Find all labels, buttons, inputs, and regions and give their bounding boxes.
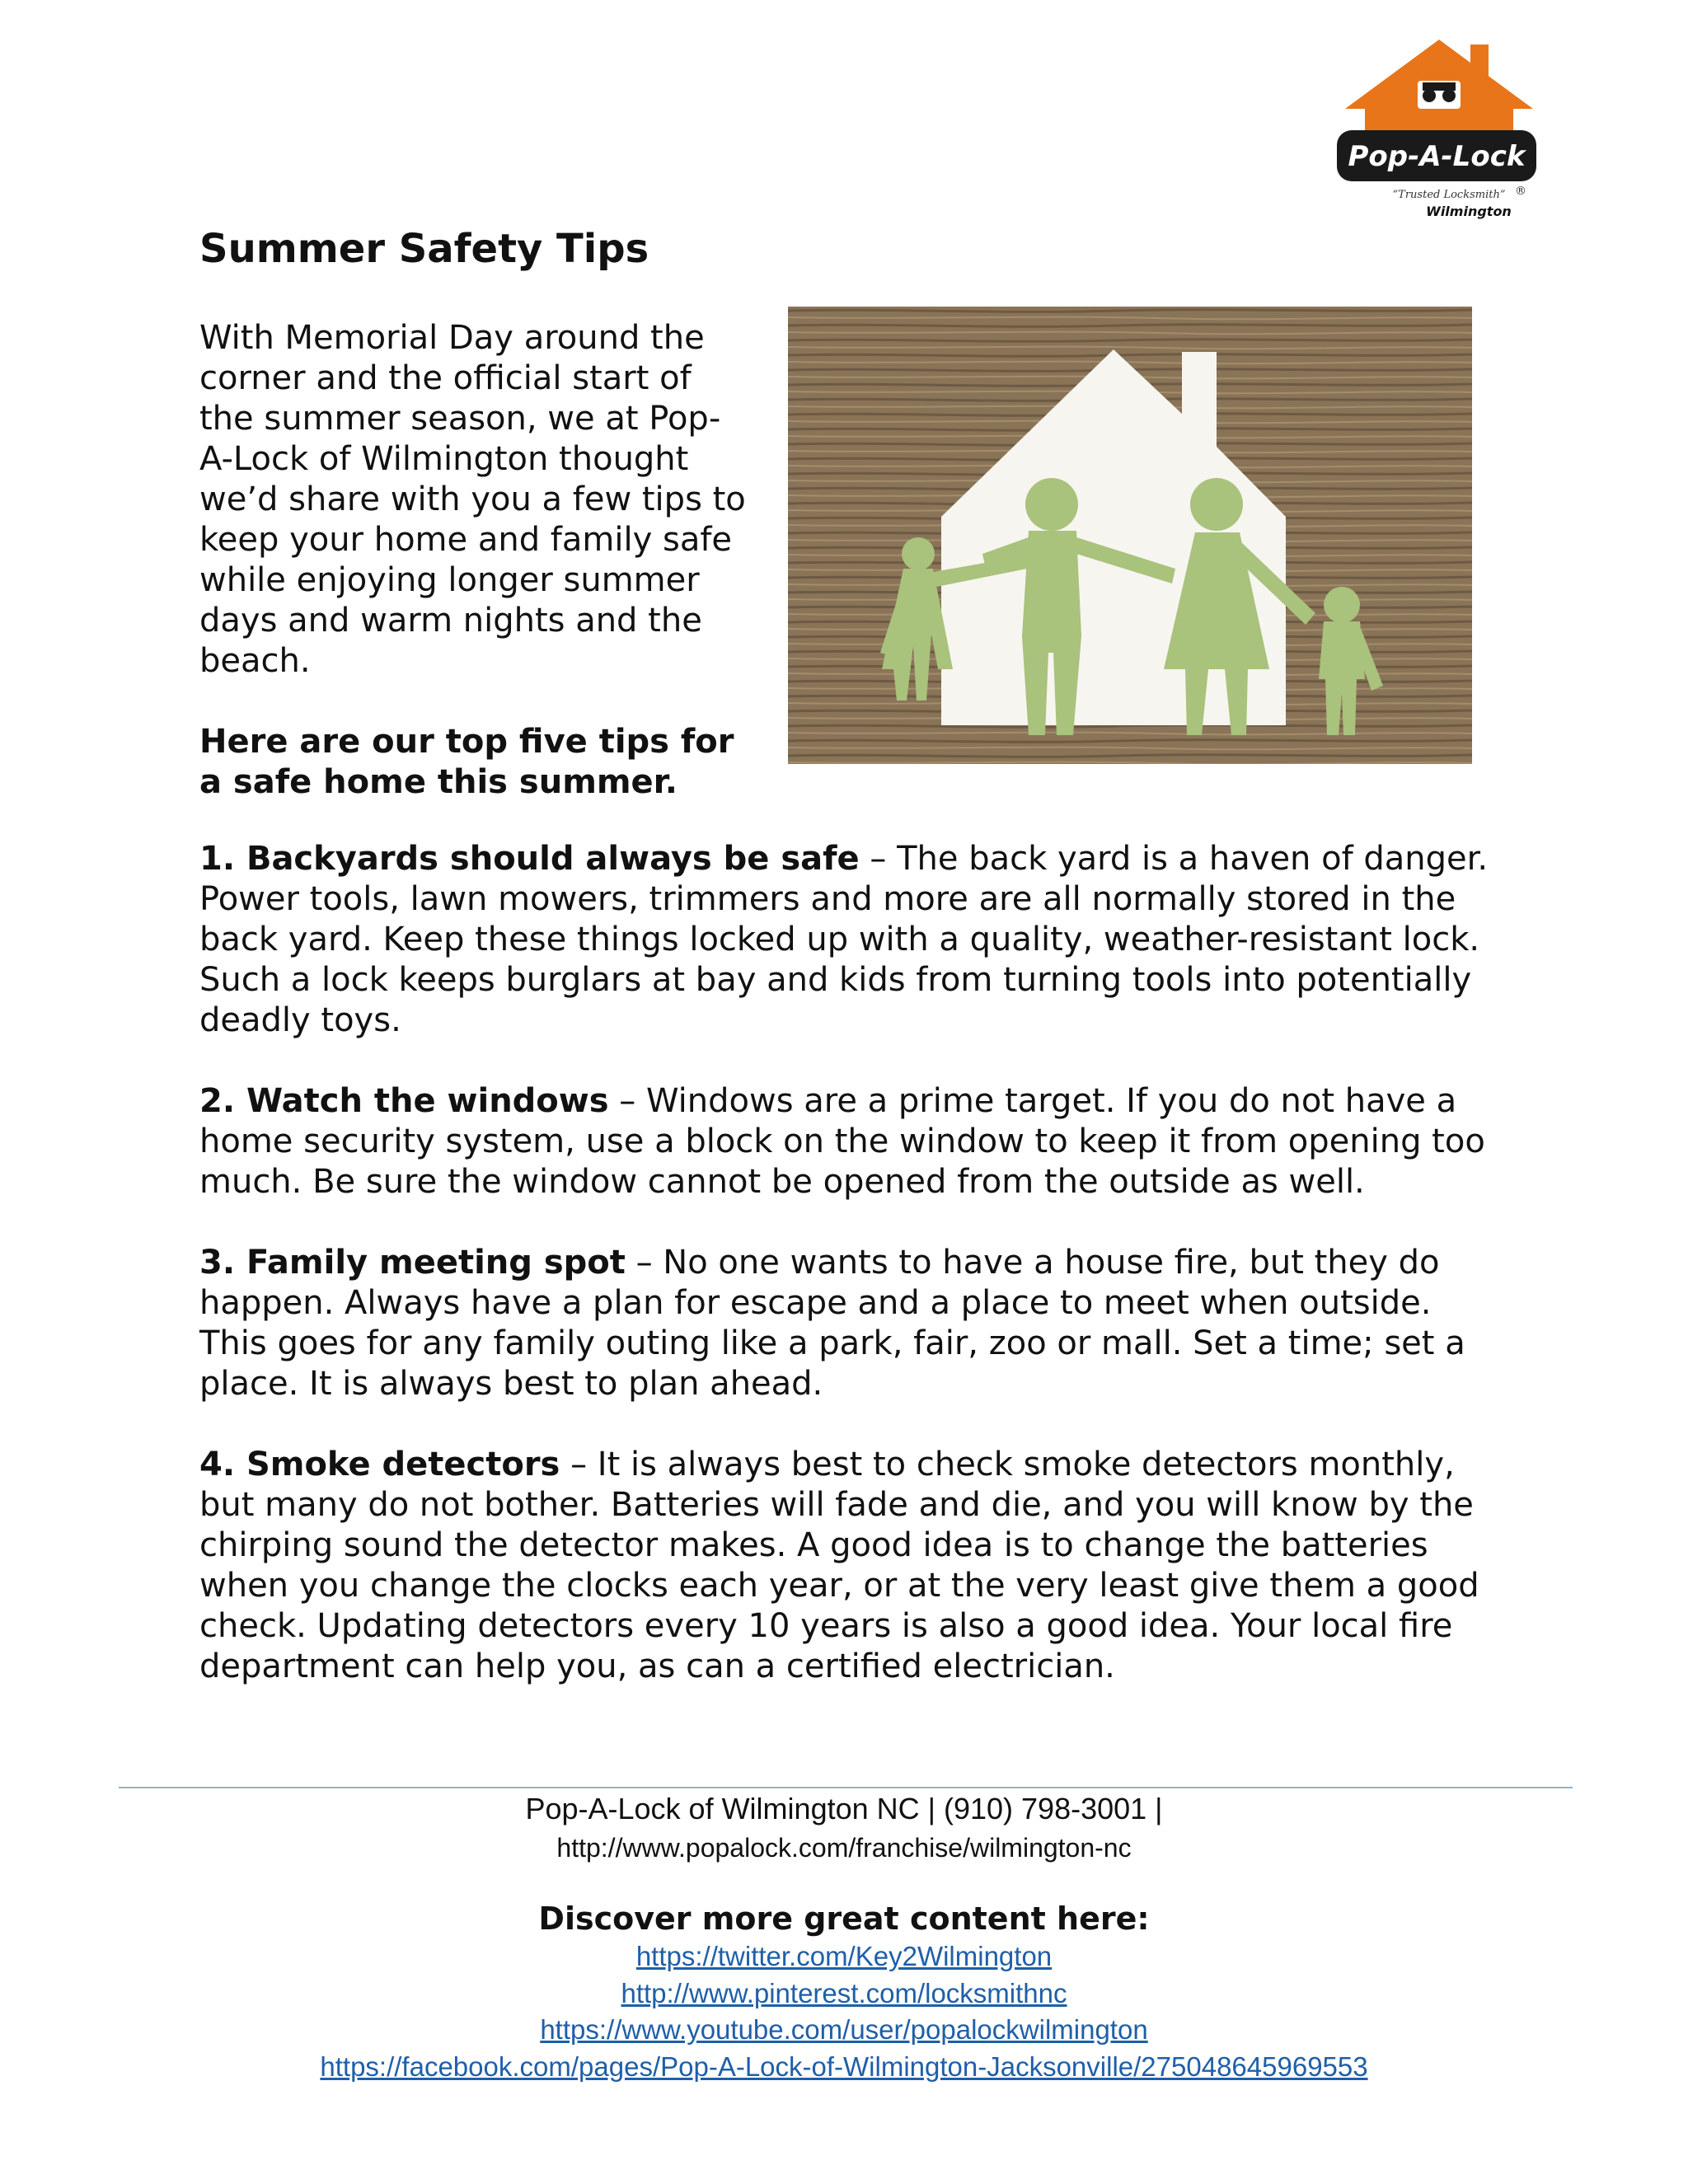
logo-tagline: “Trusted Locksmith”: [1392, 189, 1506, 201]
footer-website: http://www.popalock.com/franchise/wilmington-nc: [556, 1833, 1132, 1863]
page-title: Summer Safety Tips: [199, 226, 649, 272]
lead-line: Here are our top five tips for: [199, 723, 734, 761]
intro-line: keep your home and family safe: [199, 521, 733, 559]
tip-heading: 3. Family meeting spot: [199, 1244, 626, 1282]
tip-body: – It is always best to check smoke detectors monthly, but many do not bother. Batteries will fade and die, and you will know by the chirping sound the detector makes. A good idea is to change the batteries when you change the clocks each year, or at the very least give them a good check. Updating detectors every 10 years is also a good idea. Your local fire department can help you, as can a certified electrician.: [199, 1446, 1479, 1685]
tip-item: [199, 1243, 1502, 1404]
twitter-link[interactable]: https://twitter.com/Key2Wilmington: [635, 1941, 1053, 1971]
intro-line: days and warm nights and the: [199, 602, 702, 640]
tip-heading: 1. Backyards should always be safe: [199, 840, 860, 878]
tip-item: [199, 1081, 1502, 1202]
intro-section: [199, 318, 760, 803]
facebook-link[interactable]: https://facebook.com/pages/Pop-A-Lock-of-Wilmington-Jacksonville/275048645969553: [320, 2051, 1368, 2082]
intro-line: With Memorial Day around the: [199, 319, 705, 357]
youtube-link[interactable]: https://www.youtube.com/user/popalockwilmington: [540, 2014, 1148, 2045]
footer-contact: Pop-A-Lock of Wilmington NC | (910) 798-3001 |: [525, 1792, 1163, 1825]
tip-body: – The back yard is a haven of danger. Power tools, lawn mowers, trimmers and more are all normally stored in the back yard. Keep these things locked up with a quality, weather-resistant lock. Such a lock keeps burglars at bay and kids from turning tools into potentially deadly toys.: [199, 840, 1489, 1039]
logo-graphic: [1325, 33, 1553, 224]
logo-registered-mark: ®: [1515, 185, 1526, 198]
tip-item: [199, 839, 1502, 1041]
tip-body: – Windows are a prime target. If you do not have a home security system, use a block on the window to keep it from opening too much. Be sure the window cannot be opened from the outside as well.: [199, 1082, 1485, 1201]
intro-paragraph: [199, 318, 760, 682]
footer-discover-heading: Discover more great content here:: [538, 1900, 1150, 1937]
footer-divider: [119, 1787, 1573, 1788]
intro-line: beach.: [199, 642, 311, 680]
lead-paragraph: [199, 722, 760, 803]
lead-line: a safe home this summer.: [199, 763, 678, 801]
intro-line: A-Lock of Wilmington thought: [199, 440, 689, 478]
pop-a-lock-logo: [1325, 33, 1553, 224]
tip-heading: 2. Watch the windows: [199, 1082, 609, 1120]
tip-item: [199, 1445, 1502, 1687]
intro-line: corner and the official start of: [199, 359, 692, 397]
intro-line: while enjoying longer summer: [199, 561, 700, 599]
logo-brand-text: Pop-A-Lock: [1348, 140, 1526, 173]
family-house-illustration: [788, 307, 1472, 764]
pinterest-link[interactable]: http://www.pinterest.com/locksmithnc: [621, 1978, 1067, 2008]
tip-heading: 4. Smoke detectors: [199, 1446, 560, 1483]
intro-line: we’d share with you a few tips to: [199, 480, 746, 518]
family-house-photo: [788, 307, 1472, 764]
intro-line: the summer season, we at Pop-: [199, 400, 721, 438]
tip-body: – No one wants to have a house fire, but they do happen. Always have a plan for escape and a place to meet when outside. This goes for any family outing like a park, fair, zoo or mall. Set a time; set a place. It is always best to plan ahead.: [199, 1244, 1465, 1403]
tips-list: [199, 839, 1502, 1727]
logo-location: Wilmington: [1426, 204, 1512, 219]
